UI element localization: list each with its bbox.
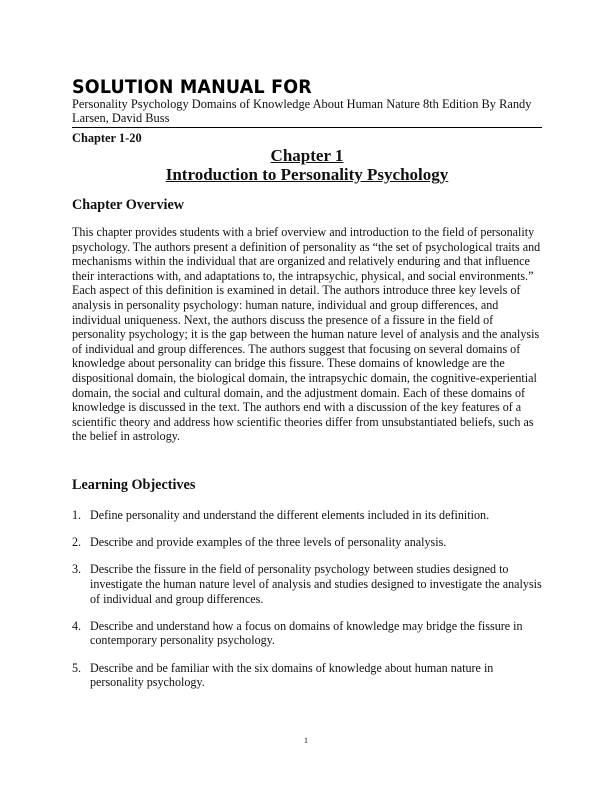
header-divider bbox=[72, 127, 542, 128]
list-item bbox=[72, 619, 542, 648]
list-item-text: Describe and be familiar with the six domains of knowledge about human nature in personality psychology. bbox=[90, 660, 494, 690]
list-item bbox=[72, 535, 542, 550]
overview-paragraph: This chapter provides students with a brief overview and introduction to the field of personality psychology. The authors present a definition of personality as “the set of psychological traits and mechanisms within the individual that are organized and relatively enduring and that influence their interactions with, and adaptations to, the intrapsychic, physical, and social environments.” Each aspect of this definition is examined in detail. The authors introduce three key levels of analysis in personality psychology: human nature, individual and group differences, and individual uniqueness. Next, the authors discuss the presence of a fissure in the field of personality psychology; it is the gap between the human nature level of analysis and the analysis of individual and group differences. The authors suggest that focusing on several domains of knowledge about personality can bridge this fissure. These domains of knowledge are the dispositional domain, the biological domain, the intrapsychic domain, the cognitive-experiential domain, the social and cultural domain, and the adjustment domain. Each of these domains of knowledge is discussed in the text. The authors end with a discussion of the key features of a scientific theory and address how scientific theories differ from unsubstantiated beliefs, such as the belief in astrology. bbox=[72, 225, 541, 444]
chapter-title: Introduction to Personality Psychology bbox=[165, 165, 449, 184]
list-item-number: 3. bbox=[72, 562, 82, 577]
list-item-text: Define personality and understand the different elements included in its definition. bbox=[90, 508, 490, 522]
page-number: 1 bbox=[304, 736, 308, 745]
list-item bbox=[72, 562, 542, 606]
list-item-text: Describe and provide examples of the three levels of personality analysis. bbox=[90, 535, 447, 550]
list-item-number: 4. bbox=[72, 618, 82, 633]
list-item-number: 1. bbox=[72, 508, 82, 522]
list-item-text: Describe the fissure in the field of personality psychology between studies designed to investigate the human nature level of analysis and studies designed to investigate the analysis of individual and group differences. bbox=[90, 562, 542, 606]
book-subtitle: Personality Psychology Domains of Knowledge About Human Nature 8th Edition By Randy Larsen, David Buss bbox=[72, 97, 532, 126]
list-item-text: Describe and understand how a focus on domains of knowledge may bridge the fissure in contemporary personality psychology. bbox=[90, 618, 523, 648]
chapters-range: Chapter 1-20 bbox=[72, 131, 142, 145]
objectives-heading: Learning Objectives bbox=[72, 477, 196, 493]
list-item-number: 5. bbox=[72, 660, 82, 675]
chapter-number: Chapter 1 bbox=[270, 146, 344, 165]
list-item bbox=[72, 508, 542, 523]
list-item-number: 2. bbox=[72, 535, 82, 550]
objectives-list bbox=[72, 508, 542, 702]
document-banner: SOLUTION MANUAL FOR bbox=[72, 76, 312, 98]
list-item bbox=[72, 661, 542, 690]
overview-heading: Chapter Overview bbox=[72, 197, 185, 213]
